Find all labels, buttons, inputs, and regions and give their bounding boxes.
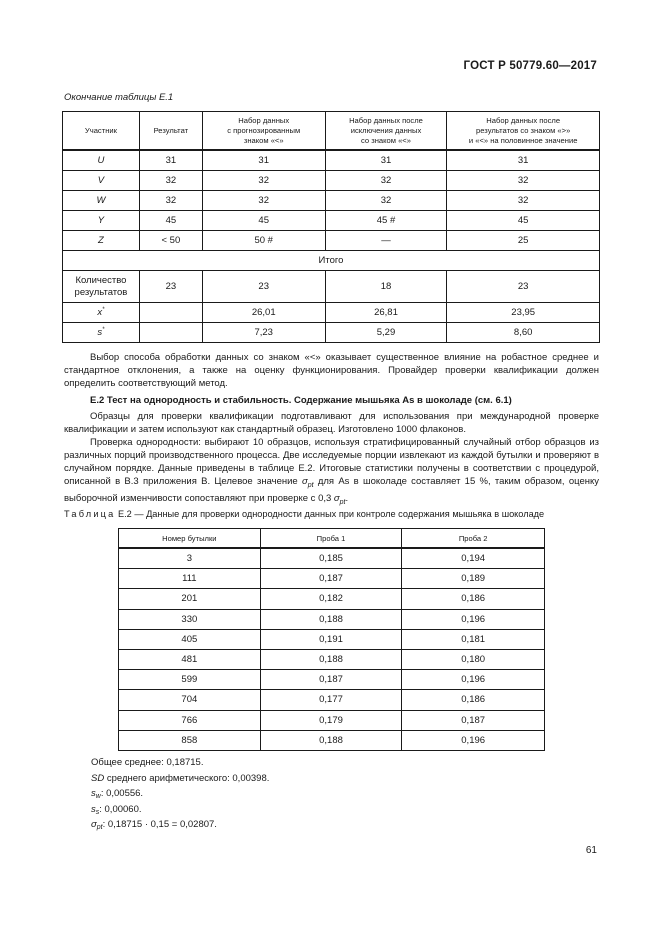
table-row [63,303,600,323]
t1-cell: Z [63,231,140,251]
t2-cell: 0,180 [402,649,545,669]
t1-cell: < 50 [139,231,202,251]
t1-col-header: Набор данных после результатов со знаком «>» и «<» на половинное значение [447,112,600,151]
table-row [63,191,600,211]
t1-cell: 32 [447,171,600,191]
t2-cell: 0,188 [260,730,402,750]
t2-cell: 0,186 [402,690,545,710]
table-row [119,670,545,690]
t2-cell: 0,188 [260,649,402,669]
stat-sigma-pt: $\sigma_{pt}$: 0,18715 · 0,15 = 0,02807. [91,819,217,832]
t1-cell: 31 [139,150,202,171]
paragraph-samples: Образцы для проверки квалификации подготавливают для использования при международной проверке квалификации и затем используют как стандартный образец. Изготовлено 1000 флаконов. [64,411,599,435]
t2-cell: 0,187 [260,569,402,589]
t2-cell: 0,177 [260,690,402,710]
t1-cell: 26,01 [202,303,325,323]
t1-cell: W [63,191,140,211]
t2-cell: 0,187 [260,670,402,690]
t1-cell: 18 [325,271,447,303]
t1-cell: V [63,171,140,191]
table-row [63,271,600,303]
t2-cell: 0,186 [402,589,545,609]
t2-cell: 0,182 [260,589,402,609]
stat-mean: Общее среднее: 0,18715. [91,757,204,768]
paragraph-method: Выбор способа обработки данных со знаком «<» оказывает существенное влияние на робастное среднее и стандартное отклонения, а также на оценку функционирования. Провайдер проверки квалификации должен определить соответствующий метод. [64,352,599,389]
t1-cell: 8,60 [447,323,600,343]
table-total-row [63,251,600,271]
table-row [119,589,545,609]
t1-cell: 7,23 [202,323,325,343]
t1-cell: 32 [202,171,325,191]
t1-cell: 45 [202,211,325,231]
t2-cell: 330 [119,609,261,629]
stat-sw: $s_w$: 0,00556. [91,788,144,801]
standard-number: ГОСТ Р 50779.60—2017 [463,60,597,72]
paragraph-homogeneity: Проверка однородности: выбирают 10 образцов, используя стратифицированный случайный отбор образцов из различных порций производственного процесса. Две исследуемые порции извлекают из каждой бутылки и проверяют в случайном порядке. Данные приведены в таблице Е.2. Итоговые статистики получены в соответствии с процедурой, описанной в В.3 приложения В. Целевое значение $\sigma_{pt}$ для As в шоколаде составляет 15 %, таким образом, оценку выборочной изменчивости сопоставляют при проверке с 0,3 $\sigma_{pt}$. [64,437,599,506]
table-row [63,323,600,343]
t1-cell: 25 [447,231,600,251]
t2-cell: 0,196 [402,609,545,629]
page-number: 61 [585,845,597,856]
table1-header-row [63,112,600,151]
t2-cell: 3 [119,548,261,569]
table-row [119,710,545,730]
t1-cell: 31 [447,150,600,171]
t2-cell: 111 [119,569,261,589]
t1-cell [139,303,202,323]
table-e1 [62,111,600,343]
t1-cell: 45 # [325,211,447,231]
table-row [119,649,545,669]
t2-cell: 0,196 [402,730,545,750]
t1-cell: — [325,231,447,251]
t2-cell: 481 [119,649,261,669]
t2-cell: 0,188 [260,609,402,629]
t1-col-header: Участник [63,112,140,151]
section-body [64,410,599,509]
table2-caption: Таблица Е.2 — Данные для проверки однородности данных при контроле содержания мышьяка в шоколаде [64,509,545,519]
t1-cell: 45 [447,211,600,231]
section-heading: Е.2 Тест на однородность и стабильность. Содержание мышьяка As в шоколаде (см. 6.1) [90,395,512,406]
t1-cell: 45 [139,211,202,231]
t1-cell: 26,81 [325,303,447,323]
table-row [119,548,545,569]
t1-col-header: Набор данных после исключения данных со знаком «<» [325,112,447,151]
t1-cell: 31 [325,150,447,171]
table-row [119,609,545,629]
t1-cell: 32 [139,191,202,211]
t2-cell: 405 [119,629,261,649]
table-e2 [118,528,545,751]
t2-cell: 0,196 [402,670,545,690]
t2-cell: 858 [119,730,261,750]
t1-cell: 50 # [202,231,325,251]
t1-cell: 32 [447,191,600,211]
total-label: Итого [63,251,600,271]
t2-cell: 704 [119,690,261,710]
table-row [119,629,545,649]
t2-col-header: Номер бутылки [119,529,261,549]
t2-cell: 0,189 [402,569,545,589]
t2-cell: 0,191 [260,629,402,649]
t2-col-header: Проба 1 [260,529,402,549]
t1-cell: 23 [202,271,325,303]
t1-cell: 5,29 [325,323,447,343]
stat-sd: SD среднего арифметического: 0,00398. [91,772,270,784]
t1-cell [139,323,202,343]
t1-cell: 32 [325,171,447,191]
t1-cell: 23 [139,271,202,303]
t2-cell: 0,181 [402,629,545,649]
t1-cell: x* [63,303,140,323]
t1-cell: 23,95 [447,303,600,323]
table-row [63,150,600,171]
table-row [63,231,600,251]
t1-cell: 32 [325,191,447,211]
summary-statistics [91,757,269,835]
t1-cell: s* [63,323,140,343]
t2-cell: 0,185 [260,548,402,569]
t2-cell: 0,179 [260,710,402,730]
table-row [119,690,545,710]
table-row [119,569,545,589]
t1-col-header: Результат [139,112,202,151]
t2-cell: 599 [119,670,261,690]
t1-cell: 23 [447,271,600,303]
t1-cell: U [63,150,140,171]
t1-cell: Количество результатов [63,271,140,303]
table-row [119,730,545,750]
table1-caption: Окончание таблицы Е.1 [64,92,174,103]
t2-cell: 201 [119,589,261,609]
t2-col-header: Проба 2 [402,529,545,549]
t1-cell: 31 [202,150,325,171]
table-row [63,211,600,231]
t1-cell: 32 [139,171,202,191]
table2-header-row [119,529,545,549]
t1-cell: 32 [202,191,325,211]
stat-ss: $s_s$: 0,00060. [91,803,142,816]
table-row [63,171,600,191]
t1-col-header: Набор данных с прогнозированным знаком «<» [202,112,325,151]
t1-cell: Y [63,211,140,231]
t2-cell: 0,194 [402,548,545,569]
t2-cell: 766 [119,710,261,730]
t2-cell: 0,187 [402,710,545,730]
